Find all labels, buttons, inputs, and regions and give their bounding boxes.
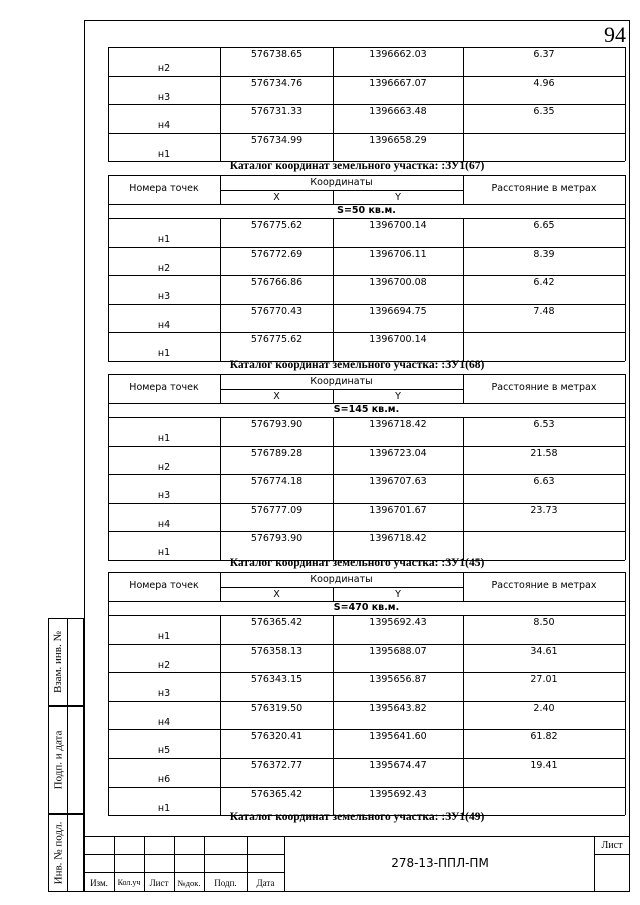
coord-x: 576777.09 bbox=[250, 504, 303, 516]
side-stamp-inv bbox=[48, 814, 84, 892]
stamp-izm: Изм. bbox=[90, 878, 108, 888]
rule bbox=[220, 417, 221, 560]
header-y: Y bbox=[395, 192, 401, 203]
rule bbox=[220, 587, 463, 588]
distance: 6.35 bbox=[533, 106, 555, 118]
coord-y: 1395688.07 bbox=[369, 645, 427, 657]
point-id: н3 bbox=[157, 688, 171, 700]
rule bbox=[108, 615, 109, 815]
distance: 6.53 bbox=[533, 419, 555, 430]
point-id: н2 bbox=[157, 659, 171, 671]
table-title: Каталог координат земельного участка: :ЗУ1(45) bbox=[229, 557, 485, 569]
header-y: Y bbox=[395, 589, 401, 600]
coord-y: 1395692.43 bbox=[369, 788, 427, 800]
point-id: н3 bbox=[157, 490, 171, 502]
header-x: X bbox=[273, 589, 280, 600]
rule bbox=[108, 417, 625, 418]
rule bbox=[108, 672, 625, 673]
document-code: 278-13-ППЛ-ПМ bbox=[391, 856, 489, 870]
rule bbox=[108, 133, 625, 134]
distance: 2.40 bbox=[533, 702, 555, 714]
rule bbox=[463, 417, 464, 560]
stamp-podp: Подп. bbox=[214, 878, 237, 888]
rule bbox=[108, 332, 625, 333]
header-points: Номера точек bbox=[129, 580, 199, 591]
coord-x: 576358.13 bbox=[250, 645, 303, 657]
coord-x: 576320.41 bbox=[250, 731, 303, 743]
header-coords: Координаты bbox=[310, 574, 373, 585]
header-coords: Координаты bbox=[310, 177, 373, 188]
point-id: н1 bbox=[157, 433, 171, 444]
rule bbox=[625, 47, 626, 161]
rule bbox=[108, 175, 625, 176]
stamp-ndok: №док. bbox=[177, 878, 201, 888]
coord-y: 1396701.67 bbox=[369, 504, 427, 516]
coord-y: 1396700.08 bbox=[369, 277, 427, 289]
coord-x: 576774.18 bbox=[250, 476, 303, 488]
point-id: н6 bbox=[157, 774, 171, 785]
coord-y: 1395643.82 bbox=[369, 702, 427, 714]
rule bbox=[108, 758, 625, 759]
rule bbox=[220, 47, 221, 161]
coord-x: 576343.15 bbox=[250, 674, 303, 686]
rule bbox=[625, 572, 626, 615]
stamp-sheet-label: Лист bbox=[601, 840, 623, 851]
point-id: н4 bbox=[157, 319, 171, 331]
stamp-list: Лист bbox=[149, 878, 169, 888]
distance: 6.37 bbox=[533, 49, 555, 60]
header-x: X bbox=[273, 192, 280, 203]
area-value: S=50 кв.м. bbox=[337, 205, 396, 216]
rule bbox=[108, 615, 625, 616]
header-points: Номера точек bbox=[129, 382, 199, 393]
header-distance: Расстояние в метрах bbox=[491, 183, 597, 194]
rule bbox=[463, 218, 464, 361]
point-id: н2 bbox=[157, 63, 171, 74]
rule bbox=[108, 304, 625, 305]
point-id: н4 bbox=[157, 120, 171, 132]
coord-y: 1396694.75 bbox=[369, 305, 427, 317]
rule bbox=[463, 47, 464, 161]
distance: 23.73 bbox=[530, 504, 558, 516]
rule bbox=[108, 218, 109, 361]
distance: 21.58 bbox=[530, 447, 558, 459]
coord-y: 1396718.42 bbox=[369, 419, 427, 430]
distance: 27.01 bbox=[530, 674, 558, 686]
header-distance: Расстояние в метрах bbox=[491, 382, 597, 393]
coord-y: 1396706.11 bbox=[369, 248, 427, 260]
distance: 34.61 bbox=[530, 645, 558, 657]
coord-x: 576365.42 bbox=[250, 617, 303, 628]
coord-x: 576775.62 bbox=[250, 334, 303, 346]
coord-x: 576734.76 bbox=[250, 77, 303, 89]
coord-y: 1396707.63 bbox=[369, 476, 427, 488]
rule bbox=[108, 275, 625, 276]
rule bbox=[625, 175, 626, 218]
point-id: н1 bbox=[157, 348, 171, 360]
distance: 19.41 bbox=[530, 760, 558, 771]
rule bbox=[220, 218, 221, 361]
side-label-vzam: Взам. инв. № bbox=[52, 631, 64, 693]
distance: 61.82 bbox=[530, 731, 558, 743]
table-title: Каталог координат земельного участка: :ЗУ1(68) bbox=[229, 359, 485, 371]
rule bbox=[108, 531, 625, 532]
coord-y: 1396658.29 bbox=[369, 134, 427, 146]
coord-y: 1396667.07 bbox=[369, 77, 427, 89]
rule bbox=[108, 729, 625, 730]
rule bbox=[333, 47, 334, 161]
rule bbox=[108, 76, 625, 77]
coord-x: 576793.90 bbox=[250, 533, 303, 545]
coord-y: 1396662.03 bbox=[369, 49, 427, 60]
area-value: S=145 кв.м. bbox=[333, 404, 400, 415]
rule bbox=[220, 389, 463, 390]
rule bbox=[108, 787, 625, 788]
coord-x: 576766.86 bbox=[250, 277, 303, 289]
coord-y: 1395692.43 bbox=[369, 617, 427, 628]
rule bbox=[333, 615, 334, 815]
rule bbox=[108, 572, 625, 573]
coord-x: 576770.43 bbox=[250, 305, 303, 317]
coord-y: 1395641.60 bbox=[369, 731, 427, 743]
distance: 8.39 bbox=[533, 248, 555, 260]
distance: 6.42 bbox=[533, 277, 555, 289]
distance: 7.48 bbox=[533, 305, 555, 317]
point-id: н1 bbox=[157, 802, 171, 814]
rule bbox=[333, 417, 334, 560]
rule bbox=[625, 615, 626, 815]
table-title: Каталог координат земельного участка: :ЗУ1(49) bbox=[229, 811, 485, 823]
table-title: Каталог координат земельного участка: :ЗУ1(67) bbox=[229, 160, 485, 172]
coord-x: 576319.50 bbox=[250, 702, 303, 714]
rule bbox=[220, 615, 221, 815]
coord-y: 1396700.14 bbox=[369, 334, 427, 346]
rule bbox=[108, 503, 625, 504]
distance: 4.96 bbox=[533, 77, 555, 89]
point-id: н1 bbox=[157, 234, 171, 245]
stamp-kol: Кол.уч bbox=[117, 878, 141, 887]
rule bbox=[108, 47, 109, 161]
rule bbox=[108, 374, 625, 375]
coord-x: 576734.99 bbox=[250, 134, 303, 146]
point-id: н1 bbox=[157, 148, 171, 160]
rule bbox=[108, 446, 625, 447]
rule bbox=[625, 218, 626, 361]
point-id: н2 bbox=[157, 262, 171, 274]
coord-y: 1396723.04 bbox=[369, 447, 427, 459]
coord-x: 576775.62 bbox=[250, 220, 303, 231]
distance: 6.63 bbox=[533, 476, 555, 488]
rule bbox=[108, 474, 625, 475]
side-stamp-vzam bbox=[48, 618, 84, 706]
area-value: S=470 кв.м. bbox=[333, 602, 400, 613]
coord-x: 576365.42 bbox=[250, 788, 303, 800]
side-stamp-podp bbox=[48, 706, 84, 814]
coord-x: 576731.33 bbox=[250, 106, 303, 118]
coord-y: 1396663.48 bbox=[369, 106, 427, 118]
coord-y: 1395656.87 bbox=[369, 674, 427, 686]
coord-x: 576372.77 bbox=[250, 760, 303, 771]
point-id: н3 bbox=[157, 291, 171, 303]
rule bbox=[108, 644, 625, 645]
header-y: Y bbox=[395, 391, 401, 402]
point-id: н4 bbox=[157, 518, 171, 530]
header-coords: Координаты bbox=[310, 376, 373, 387]
stamp-data: Дата bbox=[256, 878, 275, 888]
coord-y: 1396718.42 bbox=[369, 533, 427, 545]
side-label-inv: Инв. № подл. bbox=[52, 821, 64, 885]
rule bbox=[108, 247, 625, 248]
point-id: н3 bbox=[157, 91, 171, 103]
point-id: н4 bbox=[157, 716, 171, 728]
rule bbox=[463, 615, 464, 815]
point-id: н1 bbox=[157, 631, 171, 642]
header-x: X bbox=[273, 391, 280, 402]
distance: 6.65 bbox=[533, 220, 555, 231]
header-points: Номера точек bbox=[129, 183, 199, 194]
rule bbox=[108, 417, 109, 560]
rule bbox=[108, 47, 625, 48]
coord-y: 1396700.14 bbox=[369, 220, 427, 231]
page-number: 94 bbox=[604, 22, 626, 47]
rule bbox=[625, 374, 626, 417]
rule bbox=[625, 417, 626, 560]
rule bbox=[108, 701, 625, 702]
coord-x: 576772.69 bbox=[250, 248, 303, 260]
point-id: н1 bbox=[157, 547, 171, 559]
coord-x: 576793.90 bbox=[250, 419, 303, 430]
distance: 8.50 bbox=[533, 617, 555, 628]
rule bbox=[220, 190, 463, 191]
coord-x: 576738.65 bbox=[250, 49, 303, 60]
rule bbox=[333, 218, 334, 361]
side-label-podp: Подп. и дата bbox=[52, 730, 65, 790]
rule bbox=[108, 218, 625, 219]
header-distance: Расстояние в метрах bbox=[491, 580, 597, 591]
point-id: н2 bbox=[157, 461, 171, 473]
point-id: н5 bbox=[157, 745, 171, 757]
rule bbox=[108, 104, 625, 105]
coord-x: 576789.28 bbox=[250, 447, 303, 459]
coord-y: 1395674.47 bbox=[369, 760, 427, 771]
